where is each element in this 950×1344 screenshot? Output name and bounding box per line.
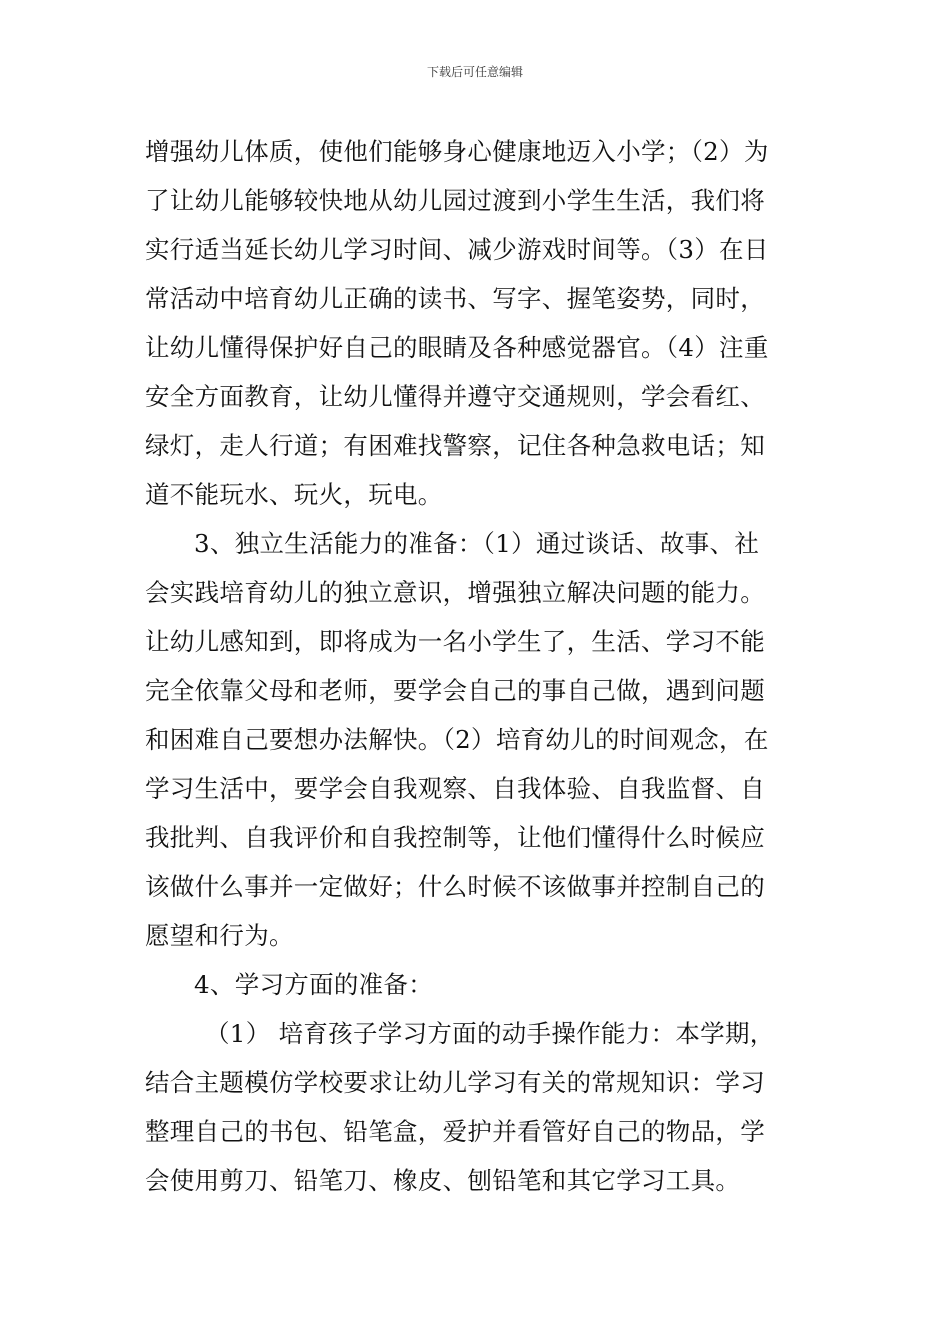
text-line: 该做什么事并一定做好；什么时候不该做事并控制自己的 xyxy=(145,872,765,901)
text-line: 完全依靠父母和老师，要学会自己的事自己做，遇到问题 xyxy=(145,676,765,705)
text-line: 会实践培育幼儿的独立意识，增强独立解决问题的能力。 xyxy=(145,578,765,607)
section-heading-line: 4、学习方面的准备： xyxy=(194,970,434,999)
text-line: 安全方面教育，让幼儿懂得并遵守交通规则，学会看红、 xyxy=(145,382,765,411)
text-line: 愿望和行为。 xyxy=(145,921,294,950)
text-line: 让幼儿感知到，即将成为一名小学生了，生活、学习不能 xyxy=(145,627,765,656)
text-line: 道不能玩水、玩火，玩电。 xyxy=(145,480,443,509)
list-item-line: （1） 培育孩子学习方面的动手操作能力：本学期， xyxy=(205,1019,775,1048)
text-line: 学习生活中，要学会自我观察、自我体验、自我监督、自 xyxy=(145,774,765,803)
text-line: 绿灯，走人行道；有困难找警察，记住各种急救电话；知 xyxy=(145,431,765,460)
section-heading-line: 3、独立生活能力的准备：（1）通过谈话、故事、社 xyxy=(194,529,760,558)
text-line: 整理自己的书包、铅笔盒，爱护并看管好自己的物品，学 xyxy=(145,1117,765,1146)
text-line: 结合主题模仿学校要求让幼儿学习有关的常规知识：学习 xyxy=(145,1068,765,1097)
text-line: 会使用剪刀、铅笔刀、橡皮、刨铅笔和其它学习工具。 xyxy=(145,1166,741,1195)
text-line: 和困难自己要想办法解快。（2）培育幼儿的时间观念，在 xyxy=(145,725,769,754)
document-body xyxy=(145,127,815,1205)
text-line: 增强幼儿体质，使他们能够身心健康地迈入小学；（2）为 xyxy=(145,137,769,166)
text-line: 实行适当延长幼儿学习时间、减少游戏时间等。（3）在日 xyxy=(145,235,769,264)
text-line: 让幼儿懂得保护好自己的眼睛及各种感觉器官。（4）注重 xyxy=(145,333,769,362)
text-line: 了让幼儿能够较快地从幼儿园过渡到小学生生活，我们将 xyxy=(145,186,765,215)
text-line: 我批判、自我评价和自我控制等，让他们懂得什么时候应 xyxy=(145,823,765,852)
text-line: 常活动中培育幼儿正确的读书、写字、握笔姿势，同时， xyxy=(145,284,765,313)
page-header: 下载后可任意编辑 xyxy=(426,65,523,79)
